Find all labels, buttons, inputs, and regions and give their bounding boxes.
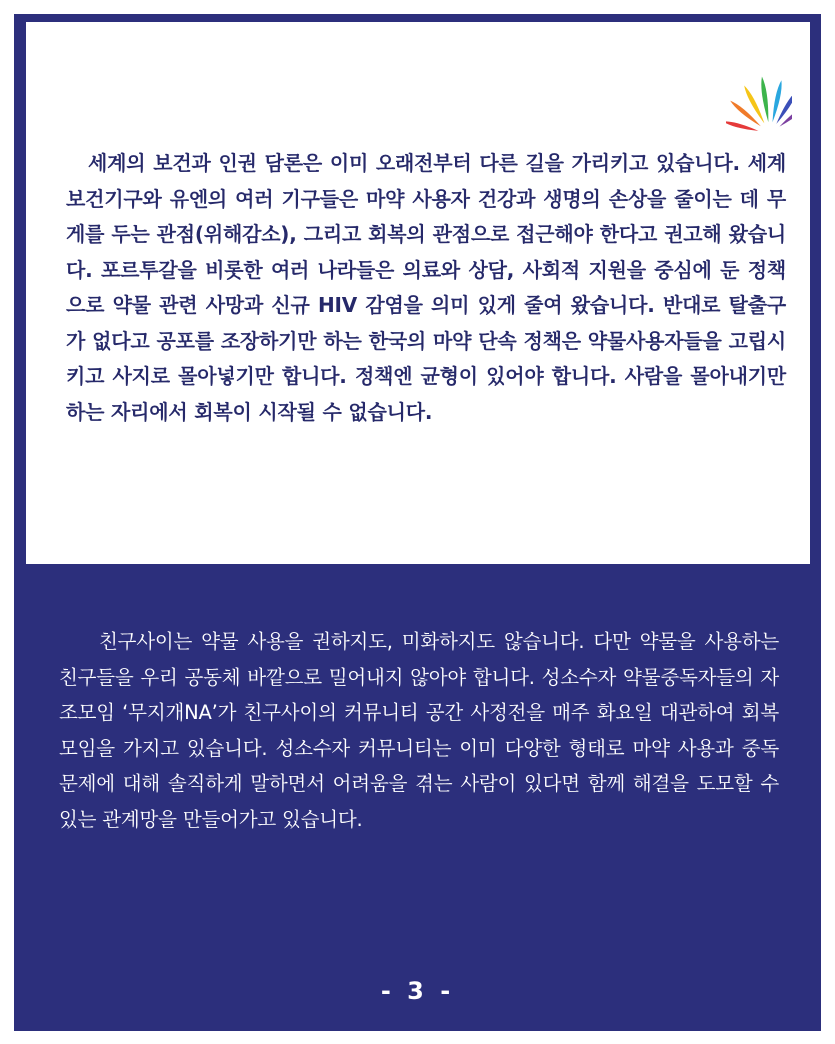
bottom-paragraph: 친구사이는 약물 사용을 권하지도, 미화하지도 않습니다. 다만 약물을 사용하는 친구들을 우리 공동체 바깥으로 밀어내지 않아야 합니다. 성소수자 약물중독자들의 자조모임 ‘무지개NA’가 친구사이의 커뮤니티 공간 사정전을 매주 화요일 대관하여 회복 모임을 가지고 있습니다. 성소수자 커뮤니티는 이미 다양한 형태로 마약 사용과 중독 문제에 대해 솔직하게 말하면서 어려움을 겪는 사람이 있다면 함께 해결을 도모할 수 있는 관계망을 만들어가고 있습니다. [59,630,779,831]
logo-petal [761,77,768,123]
top-text-panel [26,22,810,564]
rainbow-fan-logo-icon [726,58,792,138]
logo-petal [726,121,758,131]
logo-petal [744,85,764,123]
page-number: - 3 - [380,977,455,1005]
top-paragraph: 세계의 보건과 인권 담론은 이미 오래전부터 다른 길을 가리키고 있습니다. 세계보건기구와 유엔의 여러 기구들은 마약 사용자 건강과 생명의 손상을 줄이는 데 무게를 두는 관점(위해감소), 그리고 회복의 관점으로 접근해야 한다고 권고해 왔습니다. 포르투갈을 비롯한 여러 나라들은 의료와 상담, 사회적 지원을 중심에 둔 정책으로 약물 관련 사망과 신규 HIV 감염을 의미 있게 줄여 왔습니다. 반대로 탈출구가 없다고 공포를 조장하기만 하는 한국의 마약 단속 정책은 약물사용자들을 고립시키고 사지로 몰아넣기만 합니다. 정책엔 균형이 있어야 합니다. 사람을 몰아내기만 하는 자리에서 회복이 시작될 수 없습니다. [66,151,786,424]
page-background [14,14,821,1031]
